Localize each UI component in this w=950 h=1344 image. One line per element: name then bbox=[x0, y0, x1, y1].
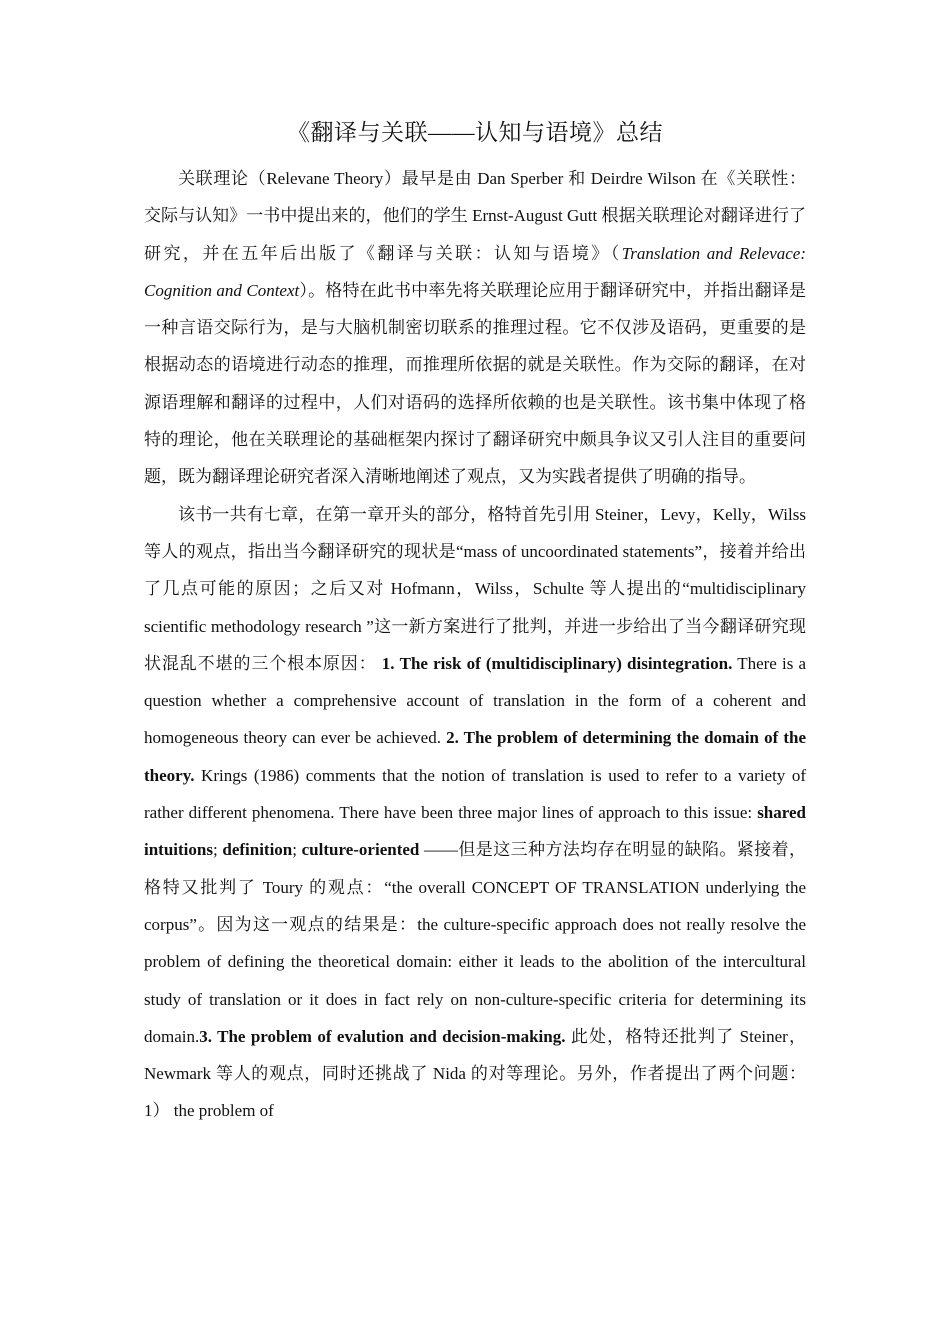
chapter-text-4: ——但是这三种方法均存在明显的缺陷。紧接着，格特又批判了 Toury 的观点：“the overall CONCEPT OF TRANSLATION underlying the corpus”。因为这一观点的结果是：the culture-specific approach does not really resolve the problem of defining the theoretical domain: either it leads to the abolition of the intercultural study of translation or it does in fact rely on non-culture-specific criteria for determining its domain. bbox=[144, 840, 806, 1046]
document-title: 《翻译与关联——认知与语境》总结 bbox=[287, 120, 663, 145]
reason-1-heading: 1. The risk of (multidisciplinary) disintegration. bbox=[376, 653, 733, 673]
intro-text-2: ）。格特在此书中率先将关联理论应用于翻译研究中，并指出翻译是一种言语交际行为，是与大脑机制密切联系的推理过程。它不仅涉及语码，更重要的是根据动态的语境进行动态的推理，而推理所依据的就是关联性。作为交际的翻译，在对源语理解和翻译的过程中，人们对语码的选择所依赖的也是关联性。该书集中体现了格特的理论，他在关联理论的基础框架内探讨了翻译研究中颇具争议又引人注目的重要问题，既为翻译理论研究者深入清晰地阐述了观点，又为实践者提供了明确的指导。 bbox=[144, 280, 807, 487]
approach-culture-oriented: culture-oriented bbox=[301, 840, 420, 860]
chapter-text-1: 该书一共有七章，在第一章开头的部分，格特首先引用 Steiner，Levy，Kelly，Wilss 等人的观点，指出当今翻译研究的现状是“mass of uncoordinated statements”，接着并给出了几点可能的原因；之后又对 Hofmann，Wilss，Schulte 等人提出的“multidisciplinary scientific methodology research ”这一新方案进行了批判，并进一步给出了当今翻译研究现状混乱不堪的三个根本原因： bbox=[144, 504, 806, 673]
chapter-text-5: 此处，格特还批判了 Steiner，Newmark 等人的观点，同时还挑战了 Nida 的对等理论。另外，作者提出了两个问题：1） the problem of bbox=[144, 1026, 806, 1121]
intro-text-1: 关联理论（Relevane Theory）最早是由 Dan Sperber 和 Deirdre Wilson 在《关联性：交际与认知》一书中提出来的，他们的学生 Ernst-August Gutt 根据关联理论对翻译进行了研究，并在五年后出版了《翻译与关联：认知与语境》（ bbox=[144, 169, 806, 263]
separator-2: ; bbox=[292, 840, 302, 860]
approach-shared-intuitions: shared intuitions bbox=[144, 803, 806, 860]
approach-definition: definition bbox=[222, 840, 293, 860]
paragraph-chapter-one bbox=[144, 496, 806, 1130]
reason-3-heading: 3. The problem of evalution and decision-making. bbox=[199, 1026, 566, 1046]
chapter-text-3: Krings (1986) comments that the notion of translation is used to refer to a variety of rather different phenomena. There have been three major lines of approach to this issue: bbox=[144, 765, 806, 823]
reason-2-heading: 2. The problem of determining the domain of the theory. bbox=[144, 728, 806, 785]
chapter-text-2: There is a question whether a comprehensive account of translation in the form of a coherent and homogeneous theory can ever be achieved. bbox=[144, 653, 806, 748]
separator-1: ; bbox=[212, 840, 223, 860]
paragraph-intro bbox=[144, 160, 806, 496]
book-title-english: Translation and Relevace: Cognition and Context bbox=[144, 243, 806, 300]
document-page bbox=[144, 110, 806, 1130]
